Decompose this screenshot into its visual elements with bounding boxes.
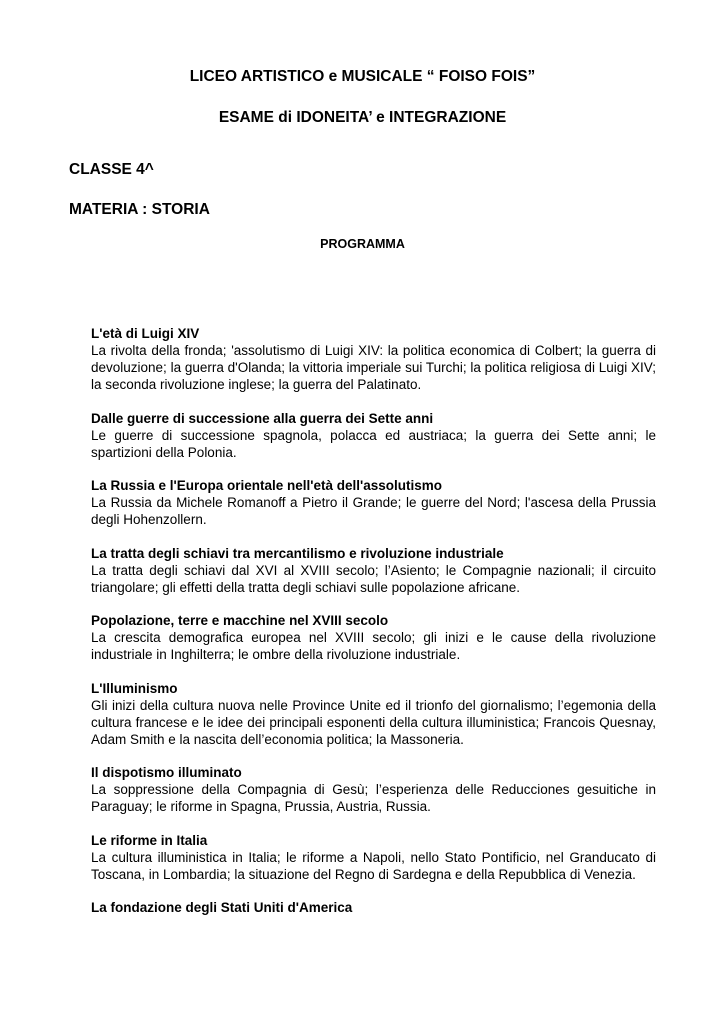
section-title: Dalle guerre di successione alla guerra dei Sette anni bbox=[91, 410, 434, 426]
section bbox=[91, 612, 656, 663]
section-title: La Russia e l'Europa orientale nell'età dell'assolutismo bbox=[91, 478, 442, 493]
section-title: La fondazione degli Stati Uniti d'America bbox=[91, 900, 353, 915]
section-title: Popolazione, terre e macchine nel XVIII secolo bbox=[91, 613, 389, 628]
section-body: La Russia da Michele Romanoff a Pietro il Grande; le guerre del Nord; l'ascesa della Prussia degli Hohenzollern. bbox=[91, 495, 656, 527]
section bbox=[91, 545, 656, 596]
class-label: CLASSE 4^ bbox=[69, 161, 154, 178]
section-body: Gli inizi della cultura nuova nelle Province Unite ed il trionfo del giornalismo; l’egemonia della cultura francese e le idee dei principali esponenti della cultura illuministica; Francois Quesnay, Adam Smith e la nascita dell’economia politica; la Massoneria. bbox=[91, 697, 656, 747]
section-title: Il dispotismo illuminato bbox=[91, 765, 242, 780]
section-body: La cultura illuministica in Italia; le riforme a Napoli, nello Stato Pontificio, nel Granducato di Toscana, in Lombardia; la situazione del Regno di Sardegna e della Repubblica di Venezia. bbox=[91, 849, 656, 882]
section-body: La soppressione della Compagnia di Gesù; l’esperienza delle Reducciones gesuitiche in Paraguay; le riforme in Spagna, Prussia, Austria, Russia. bbox=[91, 782, 656, 814]
program-sections bbox=[91, 325, 656, 933]
program-heading: PROGRAMMA bbox=[320, 237, 405, 251]
section-body: La crescita demografica europea nel XVIII secolo; gli inizi e le cause della rivoluzione industriale in Inghilterra; le ombre della rivoluzione industriale. bbox=[91, 630, 656, 662]
section bbox=[91, 764, 656, 815]
section-body: La tratta degli schiavi dal XVI al XVIII secolo; l’Asiento; le Compagnie nazionali; il circuito triangolare; gli effetti della tratta degli schiavi sulle popolazione africane. bbox=[91, 562, 656, 595]
section bbox=[91, 832, 656, 883]
exam-title: ESAME di IDONEITA’ e INTEGRAZIONE bbox=[218, 109, 507, 126]
section bbox=[91, 325, 656, 393]
section-title: L'Illuminismo bbox=[91, 680, 178, 696]
section bbox=[91, 899, 656, 916]
section-body: La rivolta della fronda; 'assolutismo di Luigi XIV: la politica economica di Colbert; la guerra di devoluzione; la guerra d'Olanda; la vittoria imperiale sui Turchi; la politica religiosa di Luigi XIV; la seconda rivoluzione inglese; la guerra del Palatinato. bbox=[91, 343, 656, 392]
school-title: LICEO ARTISTICO e MUSICALE “ FOISO FOIS” bbox=[189, 68, 536, 85]
section-title: Le riforme in Italia bbox=[91, 832, 208, 848]
section-title: La tratta degli schiavi tra mercantilismo e rivoluzione industriale bbox=[91, 545, 504, 561]
section bbox=[91, 680, 656, 748]
section-body: Le guerre di successione spagnola, polacca ed austriaca; la guerra dei Sette anni; le spartizioni della Polonia. bbox=[91, 427, 656, 460]
section bbox=[91, 410, 656, 461]
section-title: L'età di Luigi XIV bbox=[91, 326, 200, 341]
subject-label: MATERIA : STORIA bbox=[69, 201, 210, 218]
section bbox=[91, 477, 656, 528]
